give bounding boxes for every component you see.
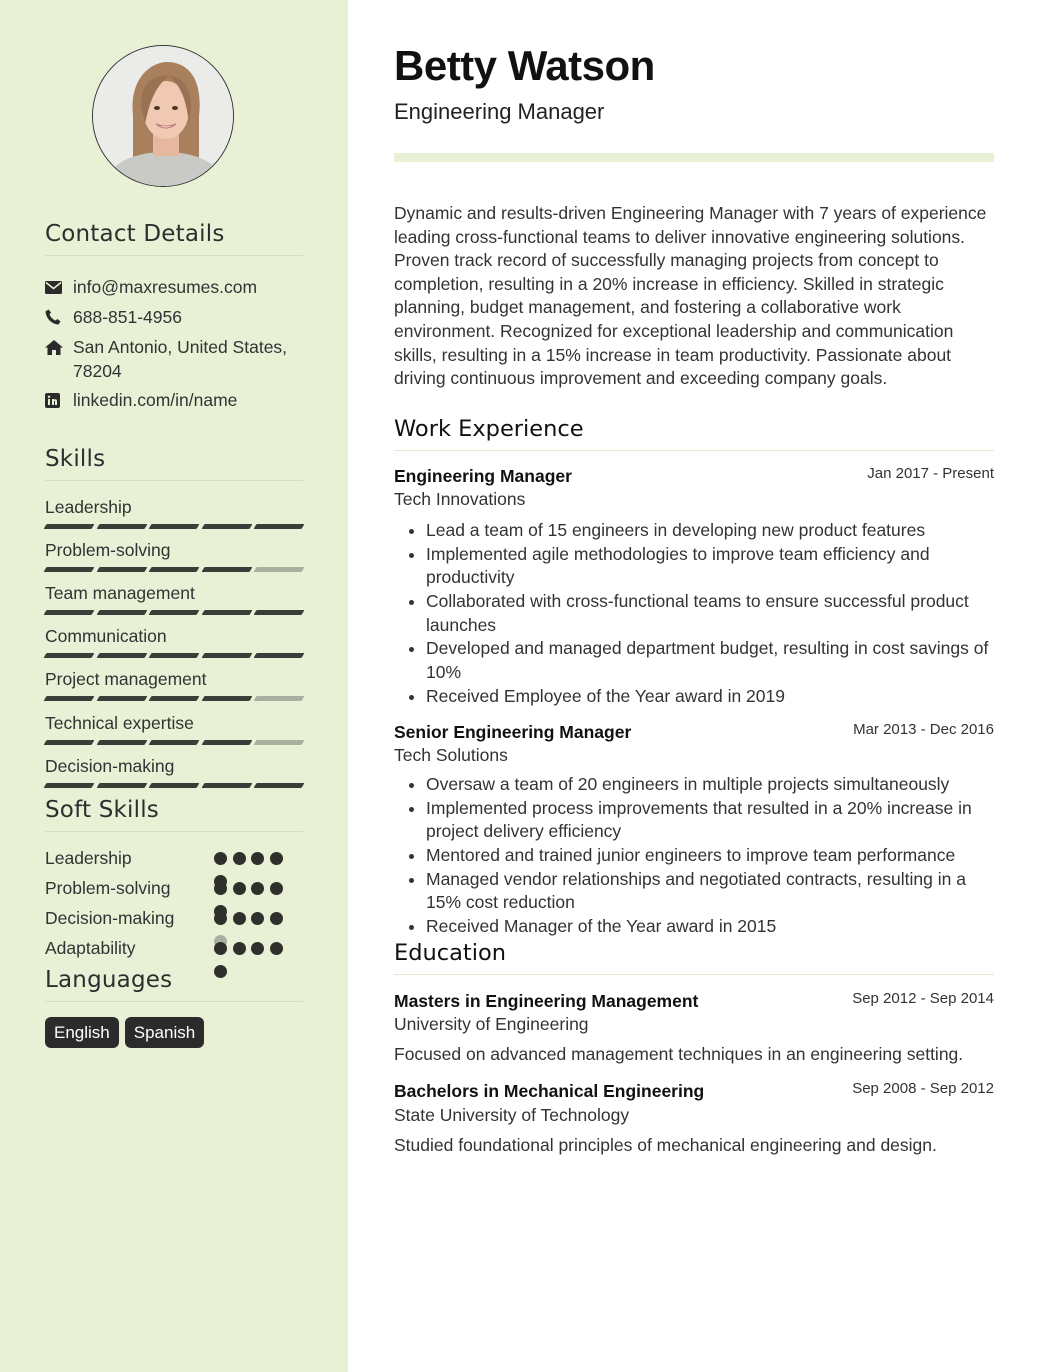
skill-item <box>45 712 303 745</box>
soft-skill-item <box>45 936 303 960</box>
job-bullet: • Collaborated with cross-functional teams to ensure successful product launches <box>426 590 994 637</box>
language-chip: English <box>45 1017 119 1048</box>
job-company: Tech Innovations <box>394 489 526 509</box>
soft-skill-dot <box>270 942 283 955</box>
soft-skill-dot <box>233 942 246 955</box>
job-dates: Mar 2013 - Dec 2016 <box>853 721 994 738</box>
languages-list <box>45 1017 204 1048</box>
skill-level-segment <box>254 610 304 615</box>
skill-level-segment <box>201 740 251 745</box>
skill-level-segment <box>44 783 94 788</box>
skill-level-segment <box>149 653 199 658</box>
degree-dates: Sep 2012 - Sep 2014 <box>852 990 994 1007</box>
job-bullets <box>394 773 994 939</box>
soft-skill-dot <box>214 942 227 955</box>
skill-level-segment <box>44 696 94 701</box>
skill-level-segment <box>254 524 304 529</box>
degree-title: Masters in Engineering Management <box>394 991 699 1011</box>
job-title: Senior Engineering Manager <box>394 722 632 742</box>
linkedin-icon <box>45 388 73 412</box>
skill-item <box>45 582 303 615</box>
skill-level-bar <box>45 740 303 745</box>
skill-level-segment <box>149 610 199 615</box>
contact-linkedin[interactable] <box>45 388 303 412</box>
soft-skill-item <box>45 906 303 930</box>
main-content <box>394 0 994 1372</box>
school-name: State University of Technology <box>394 1105 630 1125</box>
skill-label: Communication <box>45 626 167 647</box>
skill-label: Project management <box>45 669 207 690</box>
education-heading: Education <box>394 940 994 975</box>
skill-item <box>45 755 303 788</box>
skill-level-segment <box>149 524 199 529</box>
skill-level-segment <box>254 567 304 572</box>
job-bullet: • Developed and managed department budget, resulting in cost savings of 10% <box>426 637 994 684</box>
soft-skill-item <box>45 846 303 870</box>
soft-skills-heading: Soft Skills <box>45 797 303 832</box>
portrait-image <box>93 46 234 187</box>
degree-title: Bachelors in Mechanical Engineering <box>394 1081 705 1101</box>
soft-skill-label: Decision-making <box>45 908 175 928</box>
contact-heading: Contact Details <box>45 221 303 256</box>
candidate-title: Engineering Manager <box>394 99 605 124</box>
skill-level-segment <box>254 653 304 658</box>
skill-level-bar <box>45 696 303 701</box>
phone-icon <box>45 305 73 329</box>
skill-level-segment <box>96 740 146 745</box>
skill-level-bar <box>45 610 303 615</box>
school-name: University of Engineering <box>394 1014 589 1034</box>
skill-level-segment <box>96 783 146 788</box>
soft-skill-dot <box>233 882 246 895</box>
summary-text: Dynamic and results-driven Engineering Manager with 7 years of experience leading cross-functional teams to deliver innovative engineering solutions. Proven track record of successfully managing projects from concept to completion, resulting in a 20% increase in efficiency. Skilled in strategic planning, budget management, and fostering a collaborative work environment. Recognized for exceptional leadership and communication skills, resulting in a 15% increase in team productivity. Passionate about driving continuous improvement and exceeding company goals. <box>394 203 987 389</box>
soft-skill-dot <box>270 882 283 895</box>
sidebar <box>0 0 348 1372</box>
skill-level-segment <box>96 696 146 701</box>
soft-skill-dot <box>270 912 283 925</box>
skills-heading: Skills <box>45 446 303 481</box>
skill-level-segment <box>96 653 146 658</box>
skill-level-segment <box>96 610 146 615</box>
soft-skill-dot <box>251 912 264 925</box>
soft-skill-dot <box>270 852 283 865</box>
skill-level-bar <box>45 567 303 572</box>
soft-skill-label: Problem-solving <box>45 878 171 898</box>
skill-label: Technical expertise <box>45 712 194 733</box>
languages-heading: Languages <box>45 967 303 1002</box>
skill-level-segment <box>149 783 199 788</box>
soft-skill-dot <box>251 882 264 895</box>
skill-level-segment <box>201 610 251 615</box>
skill-item <box>45 668 303 701</box>
skill-level-segment <box>44 653 94 658</box>
skill-level-segment <box>254 740 304 745</box>
job-bullets <box>394 519 994 708</box>
contact-email[interactable] <box>45 275 303 299</box>
skill-level-segment <box>96 524 146 529</box>
soft-skill-dot <box>233 852 246 865</box>
job-bullet: • Oversaw a team of 20 engineers in multiple projects simultaneously <box>426 773 994 797</box>
skill-level-segment <box>254 696 304 701</box>
skill-item <box>45 496 303 529</box>
degree-description: Focused on advanced management techniques in an engineering setting. <box>394 1044 964 1064</box>
skill-label: Team management <box>45 583 195 604</box>
contact-phone-text: 688-851-4956 <box>73 307 182 327</box>
job-bullet: • Implemented agile methodologies to improve team efficiency and productivity <box>426 543 994 590</box>
home-icon <box>45 335 73 359</box>
skill-item <box>45 625 303 658</box>
job-bullet: • Received Employee of the Year award in 2019 <box>426 685 994 709</box>
contact-address-text: San Antonio, United States, 78204 <box>73 337 288 381</box>
job-company: Tech Solutions <box>394 745 508 765</box>
avatar <box>92 45 234 187</box>
job-dates: Jan 2017 - Present <box>867 465 994 482</box>
job-bullet: • Implemented process improvements that resulted in a 20% increase in project delivery efficiency <box>426 797 994 844</box>
skill-level-segment <box>201 783 251 788</box>
work-heading: Work Experience <box>394 416 994 451</box>
contact-phone[interactable] <box>45 305 303 329</box>
skill-level-segment <box>44 524 94 529</box>
contact-linkedin-text: linkedin.com/in/name <box>73 390 238 410</box>
degree-dates: Sep 2008 - Sep 2012 <box>852 1080 994 1097</box>
skill-level-bar <box>45 653 303 658</box>
skill-level-segment <box>44 567 94 572</box>
skill-level-segment <box>201 567 251 572</box>
soft-skill-item <box>45 876 303 900</box>
skill-label: Problem-solving <box>45 540 171 561</box>
skill-level-segment <box>44 610 94 615</box>
skill-label: Decision-making <box>45 755 175 776</box>
skill-level-segment <box>201 653 251 658</box>
soft-skill-dot <box>214 852 227 865</box>
soft-skill-dot <box>233 912 246 925</box>
soft-skill-dot <box>251 942 264 955</box>
skill-level-segment <box>149 740 199 745</box>
soft-skill-label: Leadership <box>45 848 132 868</box>
job-title: Engineering Manager <box>394 466 572 486</box>
skill-item <box>45 539 303 572</box>
degree-description: Studied foundational principles of mechanical engineering and design. <box>394 1135 937 1155</box>
header-divider <box>394 153 994 162</box>
job-bullet: • Mentored and trained junior engineers to improve team performance <box>426 844 994 868</box>
job-bullet: • Lead a team of 15 engineers in developing new product features <box>426 519 994 543</box>
skill-level-segment <box>201 696 251 701</box>
skill-level-bar <box>45 783 303 788</box>
language-chip: Spanish <box>125 1017 204 1048</box>
skill-level-segment <box>149 696 199 701</box>
contact-email-text: info@maxresumes.com <box>73 277 258 297</box>
job-bullet: • Received Manager of the Year award in 2015 <box>426 915 994 939</box>
soft-skill-dot <box>214 882 227 895</box>
skill-level-bar <box>45 524 303 529</box>
soft-skill-dot <box>214 912 227 925</box>
soft-skill-label: Adaptability <box>45 938 136 958</box>
skill-label: Leadership <box>45 497 132 517</box>
skill-level-segment <box>149 567 199 572</box>
contact-address <box>45 335 303 383</box>
soft-skill-dot <box>251 852 264 865</box>
candidate-name: Betty Watson <box>394 42 655 89</box>
skill-level-segment <box>254 783 304 788</box>
envelope-icon <box>45 275 73 299</box>
skill-level-segment <box>96 567 146 572</box>
job-bullet: • Managed vendor relationships and negotiated contracts, resulting in a 15% cost reduction <box>426 868 994 915</box>
skill-level-segment <box>44 740 94 745</box>
skill-level-segment <box>201 524 251 529</box>
